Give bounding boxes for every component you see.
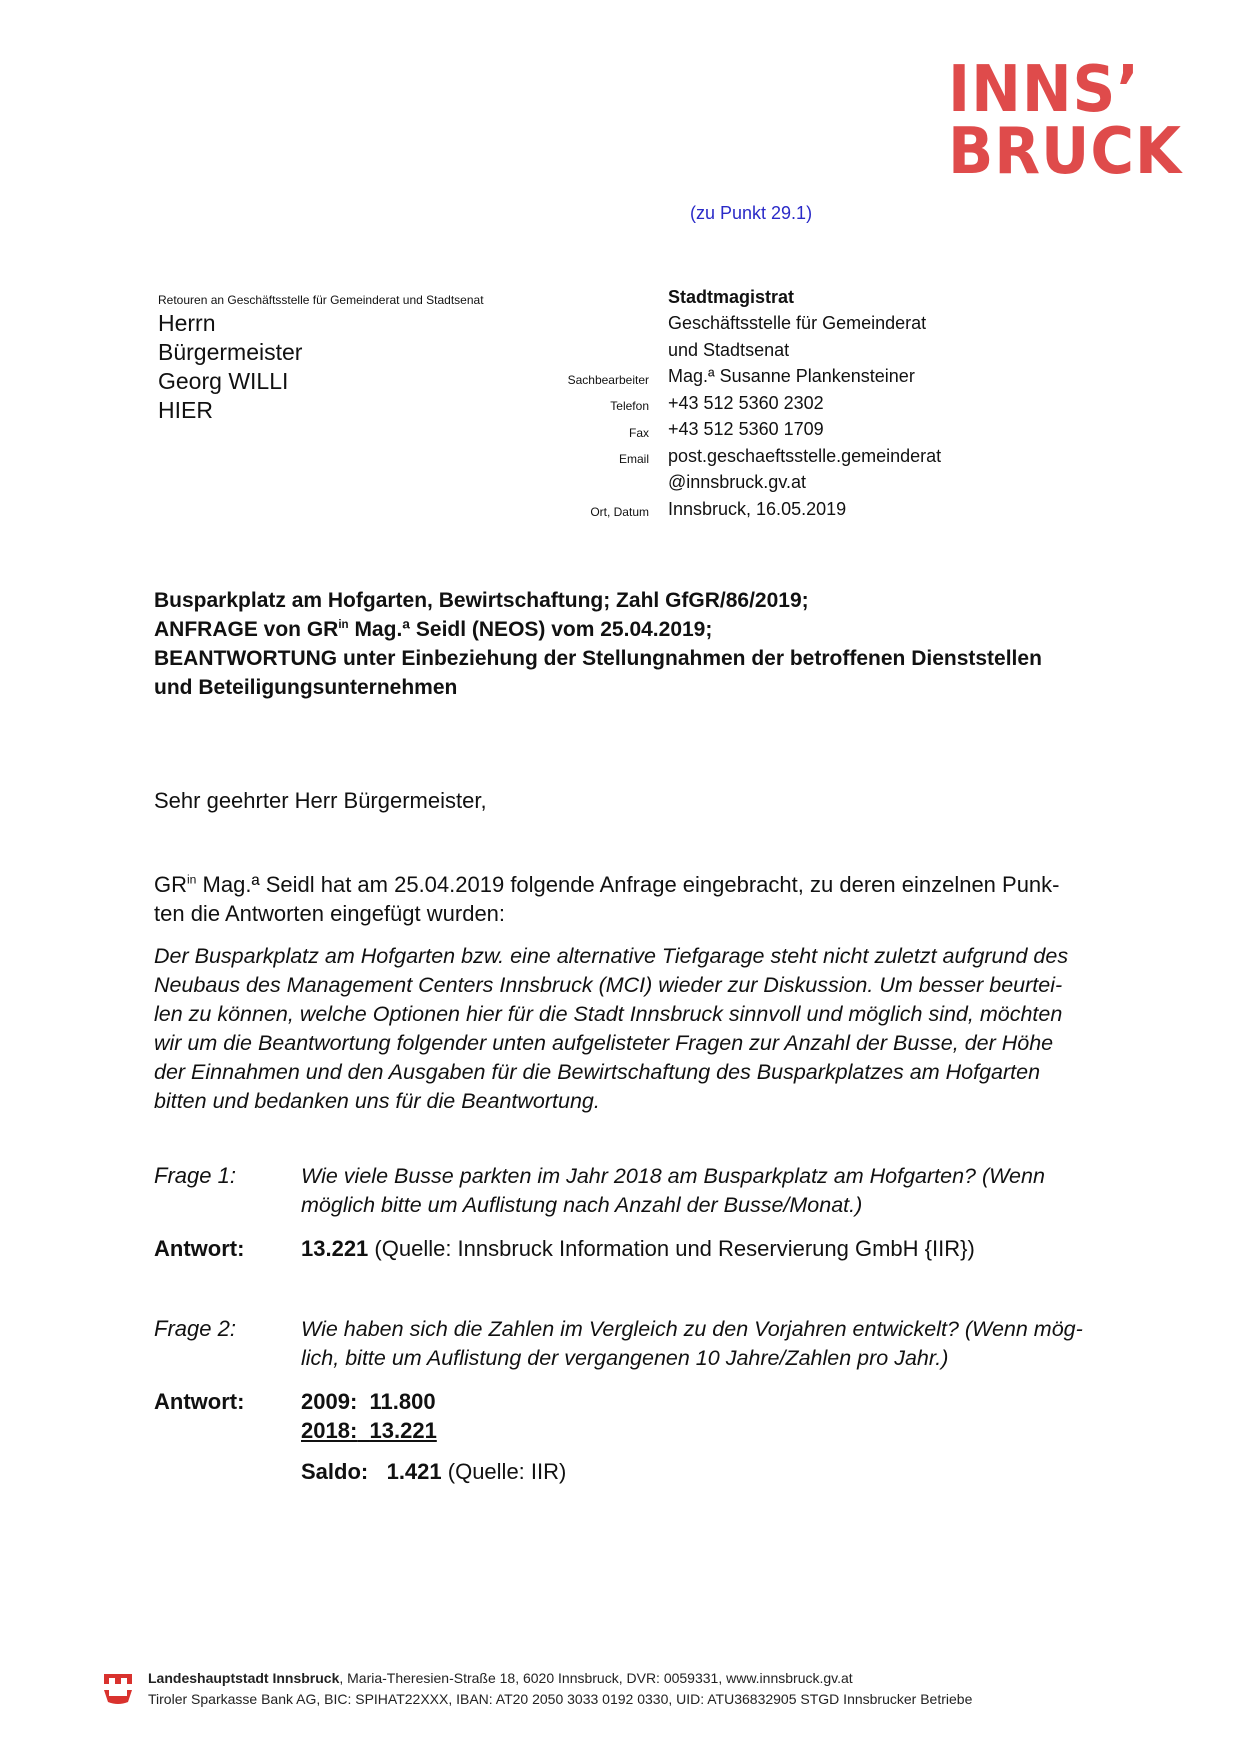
subject-sup: in bbox=[338, 619, 349, 631]
date-label: Ort, Datum bbox=[590, 505, 649, 520]
question-line: lich, bitte um Auflistung der vergangenen 10 Jahre/Zahlen pro Jahr.) bbox=[301, 1346, 949, 1370]
question-line: möglich bitte um Auflistung nach Anzahl der Busse/Monat.) bbox=[301, 1193, 863, 1217]
year-value: 13.221 bbox=[369, 1418, 437, 1443]
phone-label: Telefon bbox=[610, 399, 649, 414]
year-value: 11.800 bbox=[369, 1389, 436, 1414]
year-label: 2018: bbox=[301, 1418, 358, 1443]
recipient-line: Georg WILLI bbox=[158, 368, 289, 394]
agenda-reference: (zu Punkt 29.1) bbox=[690, 203, 813, 223]
subject-text: ANFRAGE von GR bbox=[154, 618, 339, 641]
quote-line: len zu können, welche Optionen hier für die Stadt Innsbruck sinnvoll und möglich sind, möchten bbox=[154, 1002, 1063, 1026]
recipient-line: Herrn bbox=[158, 310, 216, 336]
answer-2-label: Antwort: bbox=[154, 1389, 245, 1414]
intro-sup: in bbox=[187, 872, 197, 887]
innsbruck-logo bbox=[948, 53, 1198, 189]
subject-text: Mag.ª Seidl (NEOS) vom 25.04.2019; bbox=[348, 618, 713, 641]
recipient-line: HIER bbox=[158, 397, 213, 423]
fax-label: Fax bbox=[628, 425, 649, 440]
year-label: 2009: bbox=[301, 1389, 358, 1414]
subject bbox=[154, 586, 1144, 702]
subject-line bbox=[154, 615, 1144, 644]
footer-line-1 bbox=[148, 1668, 972, 1689]
footer-address: , Maria-Theresien-Straße 18, 6020 Innsbruck, DVR: 0059331, www.innsbruck.gv.at bbox=[339, 1670, 853, 1686]
answer-1-source: (Quelle: Innsbruck Information und Reservierung GmbH {IIR}) bbox=[368, 1236, 975, 1261]
intro-line bbox=[154, 870, 1144, 899]
salutation: Sehr geehrter Herr Bürgermeister, bbox=[154, 788, 487, 813]
sender-title: Stadtmagistrat bbox=[668, 286, 795, 307]
saldo-label: Saldo: bbox=[301, 1459, 369, 1484]
question-1-text bbox=[301, 1162, 1045, 1220]
saldo-source: (Quelle: IIR) bbox=[441, 1459, 567, 1484]
answer-2-row-2009 bbox=[301, 1387, 566, 1416]
sender-department: und Stadtsenat bbox=[668, 339, 790, 360]
intro-text: GR bbox=[154, 872, 187, 897]
fax-value: +43 512 5360 1709 bbox=[668, 419, 824, 440]
subject-line: BEANTWORTUNG unter Einbeziehung der Stellungnahmen der betroffenen Dienststellen bbox=[154, 647, 1042, 670]
answer-1-text bbox=[301, 1234, 975, 1263]
logo-line-1: INNS’ bbox=[948, 53, 1140, 127]
subject-line: Busparkplatz am Hofgarten, Bewirtschaftung; Zahl GfGR/86/2019; bbox=[154, 589, 809, 612]
sender-block bbox=[560, 284, 1060, 523]
city-emblem-icon bbox=[103, 1672, 133, 1706]
quote-line: bitten und bedanken uns für die Beantwortung. bbox=[154, 1089, 600, 1113]
intro-line: ten die Antworten eingefügt wurden: bbox=[154, 901, 506, 926]
logo-line-2: BRUCK bbox=[948, 115, 1182, 189]
quote-line: Der Busparkplatz am Hofgarten bzw. eine alternative Tiefgarage steht nicht zuletzt aufgrund des bbox=[154, 944, 1069, 968]
question-line: Wie haben sich die Zahlen im Vergleich zu den Vorjahren entwickelt? (Wenn mög- bbox=[301, 1317, 1083, 1341]
recipient-address bbox=[158, 309, 302, 425]
answer-1-value: 13.221 bbox=[301, 1236, 369, 1261]
footer-line-2: Tiroler Sparkasse Bank AG, BIC: SPIHAT22XXX, IBAN: AT20 2050 3033 0192 0330, UID: ATU36832905 STGD Innsbrucker Betriebe bbox=[148, 1691, 973, 1707]
quote-line: der Einnahmen und den Ausgaben für die Bewirtschaftung des Busparkplatzes am Hofgarten bbox=[154, 1060, 1041, 1084]
footer-org: Landeshauptstadt Innsbruck bbox=[148, 1670, 340, 1686]
returns-note: Retouren an Geschäftsstelle für Gemeinderat und Stadtsenat bbox=[158, 293, 484, 307]
intro-paragraph bbox=[154, 870, 1144, 928]
footer bbox=[148, 1668, 972, 1710]
clerk-label: Sachbearbeiter bbox=[567, 372, 649, 387]
question-2-label: Frage 2: bbox=[154, 1316, 236, 1341]
answer-2-values bbox=[301, 1387, 566, 1486]
question-1-label: Frage 1: bbox=[154, 1163, 236, 1188]
clerk-name: Mag.ª Susanne Plankensteiner bbox=[668, 366, 915, 387]
phone-value: +43 512 5360 2302 bbox=[668, 392, 824, 413]
quote-line: Neubaus des Management Centers Innsbruck (MCI) wieder zur Diskussion. Um besser beurtei- bbox=[154, 973, 1063, 997]
intro-text: Mag.ª Seidl hat am 25.04.2019 folgende Anfrage eingebracht, zu deren einzelnen Punk- bbox=[196, 872, 1060, 897]
answer-2-row-2018 bbox=[301, 1416, 566, 1445]
answer-1-label: Antwort: bbox=[154, 1236, 245, 1261]
question-2-text bbox=[301, 1315, 1083, 1373]
sender-department: Geschäftsstelle für Gemeinderat bbox=[668, 313, 927, 334]
date-value: Innsbruck, 16.05.2019 bbox=[668, 498, 847, 519]
email-value: post.geschaeftsstelle.gemeinderat bbox=[668, 445, 942, 466]
saldo-value: 1.421 bbox=[386, 1459, 442, 1484]
quote-line: wir um die Beantwortung folgender unten aufgelisteter Fragen zur Anzahl der Busse, der Höhe bbox=[154, 1031, 1054, 1055]
recipient-line: Bürgermeister bbox=[158, 339, 303, 365]
email-value-cont: @innsbruck.gv.at bbox=[668, 472, 806, 493]
answer-2-saldo bbox=[301, 1457, 566, 1486]
request-quote bbox=[154, 942, 1144, 1116]
subject-line: und Beteiligungsunternehmen bbox=[154, 676, 458, 699]
question-line: Wie viele Busse parkten im Jahr 2018 am Busparkplatz am Hofgarten? (Wenn bbox=[301, 1164, 1045, 1188]
email-label: Email bbox=[618, 452, 649, 467]
